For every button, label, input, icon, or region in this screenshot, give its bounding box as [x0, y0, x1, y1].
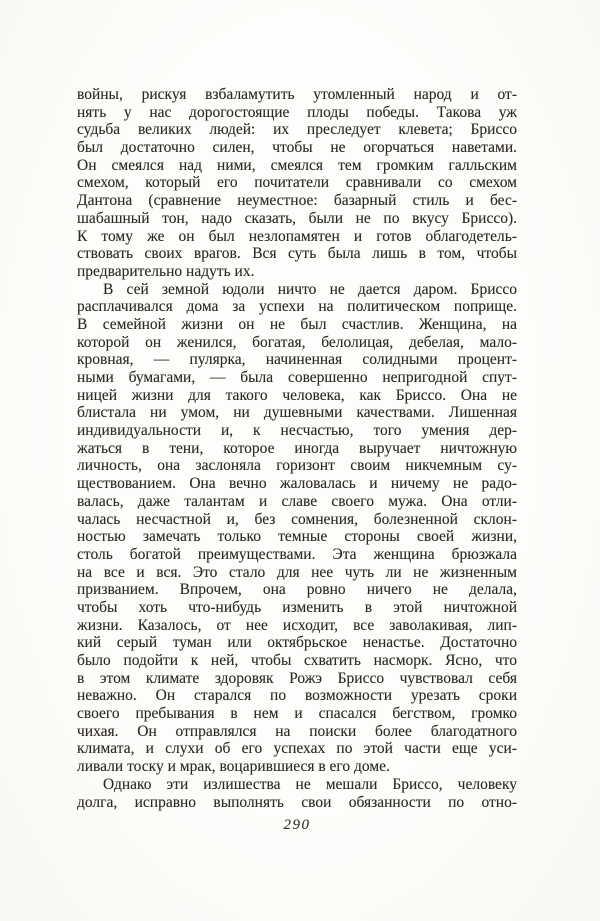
text-line: ливали тоску и мрак, воцарившиеся в его доме. — [77, 758, 390, 776]
text-line: ницей жизни для такого человека, как Бриссо. Она не — [77, 386, 517, 404]
text-line: долга, исправно выполнять свои обязанности по отно- — [77, 793, 517, 811]
text-line: нять у нас дорогостоящие плоды победы. Такова уж — [77, 103, 517, 121]
text-line: валась, даже талантам и славе своего мужа. Она отли- — [77, 492, 517, 510]
text-line: К тому же он был незлопамятен и готов облагодетель- — [77, 227, 517, 245]
text-line: чихая. Он отправлялся на поиски более благодатного — [77, 722, 517, 740]
text-line: Однако эти излишества не мешали Бриссо, человеку — [103, 775, 517, 793]
text-line: кровная, — пулярка, начиненная солидными процент- — [77, 351, 517, 369]
text-line: В семейной жизни он не был счастлив. Женщина, на — [77, 315, 517, 333]
text-line: расплачивался дома за успехи на политическом поприще. — [77, 298, 517, 316]
text-line: ществованием. Она вечно жаловалась и ничему не радо- — [77, 475, 517, 493]
text-line: ными бумагами, — была совершенно непригодной спут- — [77, 369, 517, 386]
text-line: жизни. Казалось, от нее исходит, все заволакивая, лип- — [77, 616, 517, 634]
text-line: столь богатой преимуществами. Эта женщина брюзжала — [77, 545, 517, 563]
text-line: смехом, который его почитатели сравнивали со смехом — [77, 174, 517, 192]
text-line: В сей земной юдоли ничто не дается даром. Бриссо — [103, 280, 517, 298]
text-line: было подойти к ней, чтобы схватить насморк. Ясно, что — [77, 652, 517, 669]
text-line: блистала ни умом, ни душевными качествами. Лишенная — [77, 404, 517, 422]
text-line: на все и вся. Это стало для нее чуть ли не жизненным — [77, 563, 517, 581]
text-line: индивидуальности и, к несчастью, того умения дер- — [77, 422, 517, 440]
text-line: климата, и слухи об его успехах по этой части еще уси- — [77, 740, 517, 758]
text-line: ностью замечать только темные стороны своей жизни, — [77, 528, 517, 546]
text-line: жаться в тени, которое иногда выручает ничтожную — [77, 439, 517, 457]
text-line: войны, рискуя взбаламутить утомленный народ и от- — [77, 86, 517, 103]
text-line: был достаточно силен, чтобы не огорчаться наветами. — [77, 139, 517, 157]
text-line: чалась несчастной и, без сомнения, болезненной склон- — [77, 510, 517, 528]
page-number: 290 — [283, 817, 311, 833]
text-line: чтобы хоть что-нибудь изменить в этой ничтожной — [77, 598, 517, 616]
text-line: судьба великих людей: их преследует клевета; Бриссо — [77, 121, 517, 139]
text-line: призванием. Впрочем, она ровно ничего не делала, — [77, 581, 517, 599]
text-line: ствовать своих врагов. Вся суть была лишь в том, чтобы — [77, 245, 517, 263]
text-line: личность, она заслоняла горизонт своим никчемным су- — [77, 457, 517, 475]
text-line: предварительно надуть их. — [77, 262, 255, 280]
text-line: кий серый туман или октябрьское ненастье. Достаточно — [77, 634, 517, 652]
text-line: Дантона (сравнение неуместное: базарный стиль и бес- — [77, 192, 517, 210]
text-line: шабашный тон, надо сказать, были не по вкусу Бриссо). — [77, 209, 517, 227]
text-line: в этом климате здоровяк Рожэ Бриссо чувствовал себя — [77, 669, 517, 687]
text-line: Он смеялся над ними, смеялся тем громким галльским — [77, 156, 517, 174]
text-line: неважно. Он старался по возможности урезать сроки — [77, 687, 517, 705]
text-line: своего пребывания в нем и спасался бегством, громко — [77, 705, 517, 723]
page-text-block — [77, 86, 517, 811]
text-line: которой он женился, богатая, белолицая, дебелая, мало- — [77, 333, 517, 351]
